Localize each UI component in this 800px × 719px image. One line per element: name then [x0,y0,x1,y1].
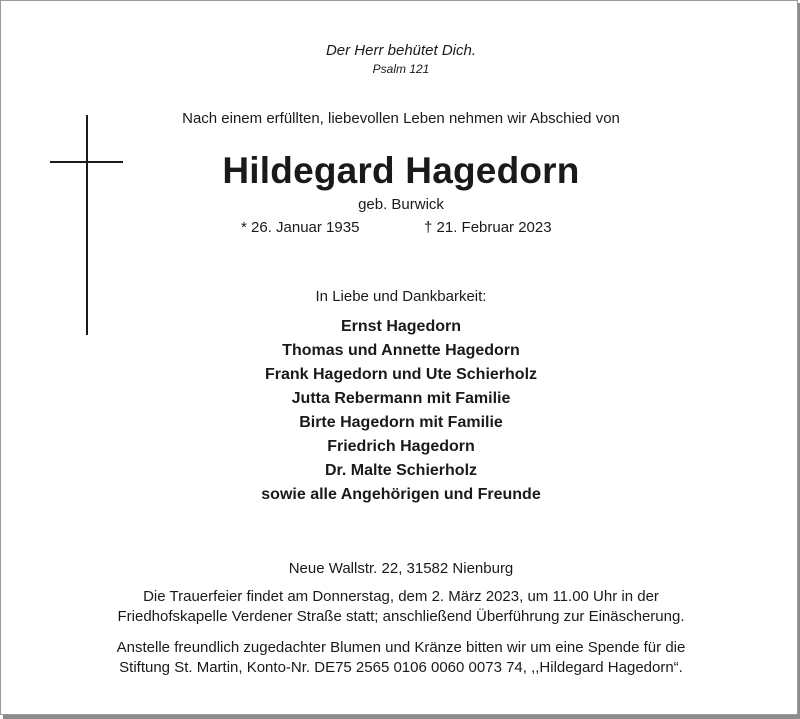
mourner-name: Thomas und Annette Hagedorn [282,342,520,359]
mourner-name: Ernst Hagedorn [340,318,461,335]
birth-date: * 26. Januar 1935 [241,219,360,236]
intro-line: Nach einem erfüllten, liebevollen Leben nehmen wir Abschied von [182,110,620,127]
donation-info [1,638,800,678]
mourner-name: Friedrich Hagedorn [327,438,475,455]
family-address: Neue Wallstr. 22, 31582 Nienburg [288,560,514,577]
thanks-line: In Liebe und Dankbarkeit: [315,288,487,305]
frame-shadow-bottom [3,715,800,719]
funeral-info [1,587,800,627]
mourner-name: sowie alle Angehörigen und Freunde [261,486,541,503]
bible-motto: Der Herr behütet Dich. [325,42,477,59]
mourners-list [1,315,800,507]
donation-info-line: Anstelle freundlich zugedachter Blumen und Kränze bitten wir um eine Spende für die [116,639,686,656]
mourner-name: Jutta Rebermann mit Familie [291,390,511,407]
donation-info-line: Stiftung St. Martin, Konto-Nr. DE75 2565 0106 0060 0073 74, ,,Hildegard Hagedorn“. [119,659,683,676]
mourner-name: Dr. Malte Schierholz [324,462,478,479]
funeral-info-line: Friedhofskapelle Verdener Straße statt; anschließend Überführung zur Einäscherung. [117,608,685,625]
psalm-reference: Psalm 121 [372,62,430,76]
deceased-name: Hildegard Hagedorn [222,150,580,191]
death-date: † 21. Februar 2023 [424,219,552,236]
funeral-info-line: Die Trauerfeier findet am Donnerstag, dem 2. März 2023, um 11.00 Uhr in der [143,588,659,605]
mourner-name: Birte Hagedorn mit Familie [299,414,503,431]
mourner-name: Frank Hagedorn und Ute Schierholz [264,366,538,383]
maiden-name: geb. Burwick [358,196,444,213]
